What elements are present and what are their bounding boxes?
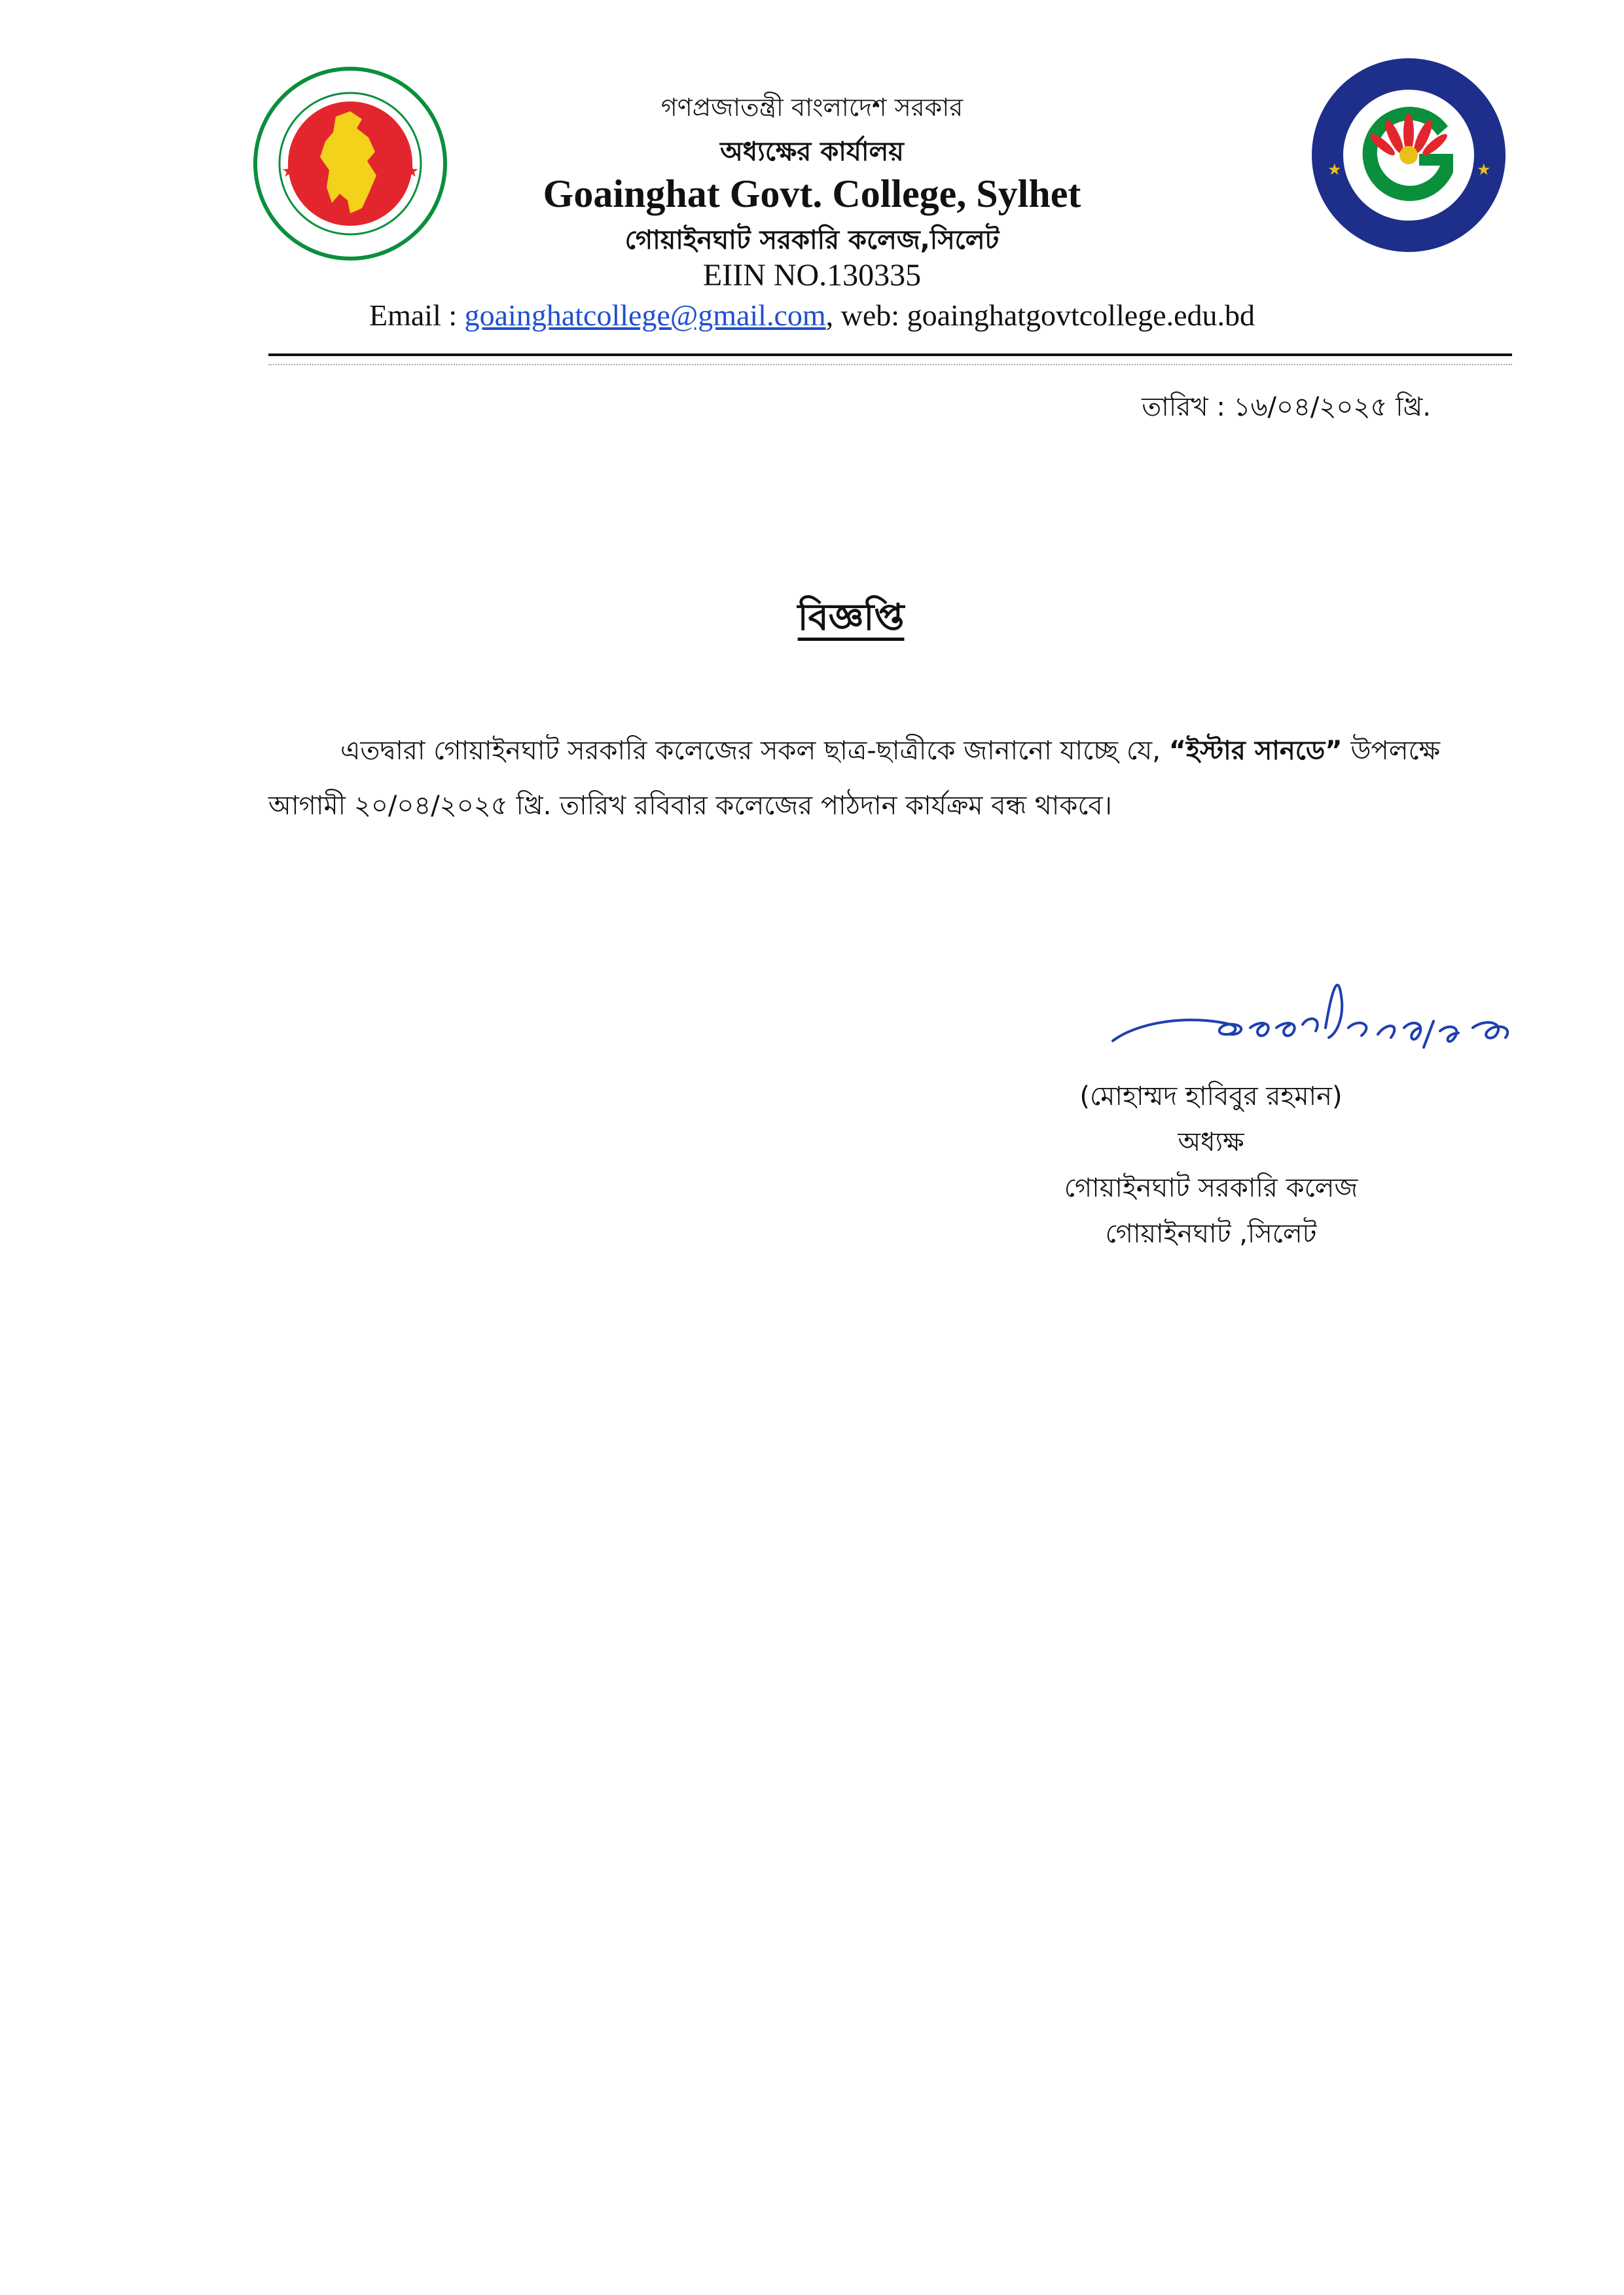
email-link[interactable]: goainghatcollege@gmail.com bbox=[464, 298, 826, 332]
web-label: , web: bbox=[825, 298, 907, 332]
notice-paragraph bbox=[268, 723, 1440, 833]
email-label: Email : bbox=[369, 298, 465, 332]
signatory-institution: গোয়াইনঘাট সরকারি কলেজ bbox=[1064, 1173, 1358, 1203]
body-part1: এতদ্বারা গোয়াইনঘাট সরকারি কলেজের সকল ছাত্র-ছাত্রীকে জানানো যাচ্ছে যে, bbox=[340, 736, 1169, 766]
signatory-location: গোয়াইনঘাট ,সিলেট bbox=[1105, 1219, 1317, 1249]
signatory-designation: অধ্যক্ষ bbox=[1178, 1127, 1244, 1157]
government-name: গণপ্রজাতন্ত্রী বাংলাদেশ সরকার bbox=[660, 93, 964, 122]
header-divider-dotted bbox=[268, 364, 1512, 365]
notice-date: তারিখ : ১৬/০৪/২০২৫ খ্রি. bbox=[1142, 392, 1431, 422]
notice-body bbox=[268, 723, 1440, 833]
college-name-bangla: গোয়াইনঘাট সরকারি কলেজ,সিলেট bbox=[624, 225, 1000, 255]
holiday-name: “ইস্টার সানডে” bbox=[1168, 736, 1343, 766]
website-url: goainghatgovtcollege.edu.bd bbox=[907, 298, 1255, 332]
eiin-number: EIIN NO.130335 bbox=[702, 258, 922, 293]
svg-text:★: ★ bbox=[281, 162, 297, 181]
signature-block bbox=[1008, 1074, 1414, 1257]
svg-text:★: ★ bbox=[404, 162, 420, 181]
college-name-english: Goainghat Govt. College, Sylhet bbox=[543, 172, 1081, 215]
svg-text:★: ★ bbox=[1477, 160, 1491, 179]
svg-text:★: ★ bbox=[1327, 160, 1342, 179]
contact-line bbox=[0, 298, 1624, 333]
header-divider bbox=[268, 353, 1512, 356]
office-name: অধ্যক্ষের কার্যালয় bbox=[720, 137, 904, 167]
signatory-name: (মোহাম্মদ হাবিবুর রহমান) bbox=[1079, 1081, 1343, 1111]
body-part2: উপলক্ষে আগামী ২০/০৪/২০২৫ খ্রি. তারিখ রবিবার কলেজের পাঠদান কার্যক্রম বন্ধ থাকবে। bbox=[268, 736, 1440, 821]
notice-title: বিজ্ঞপ্তি bbox=[797, 596, 905, 639]
